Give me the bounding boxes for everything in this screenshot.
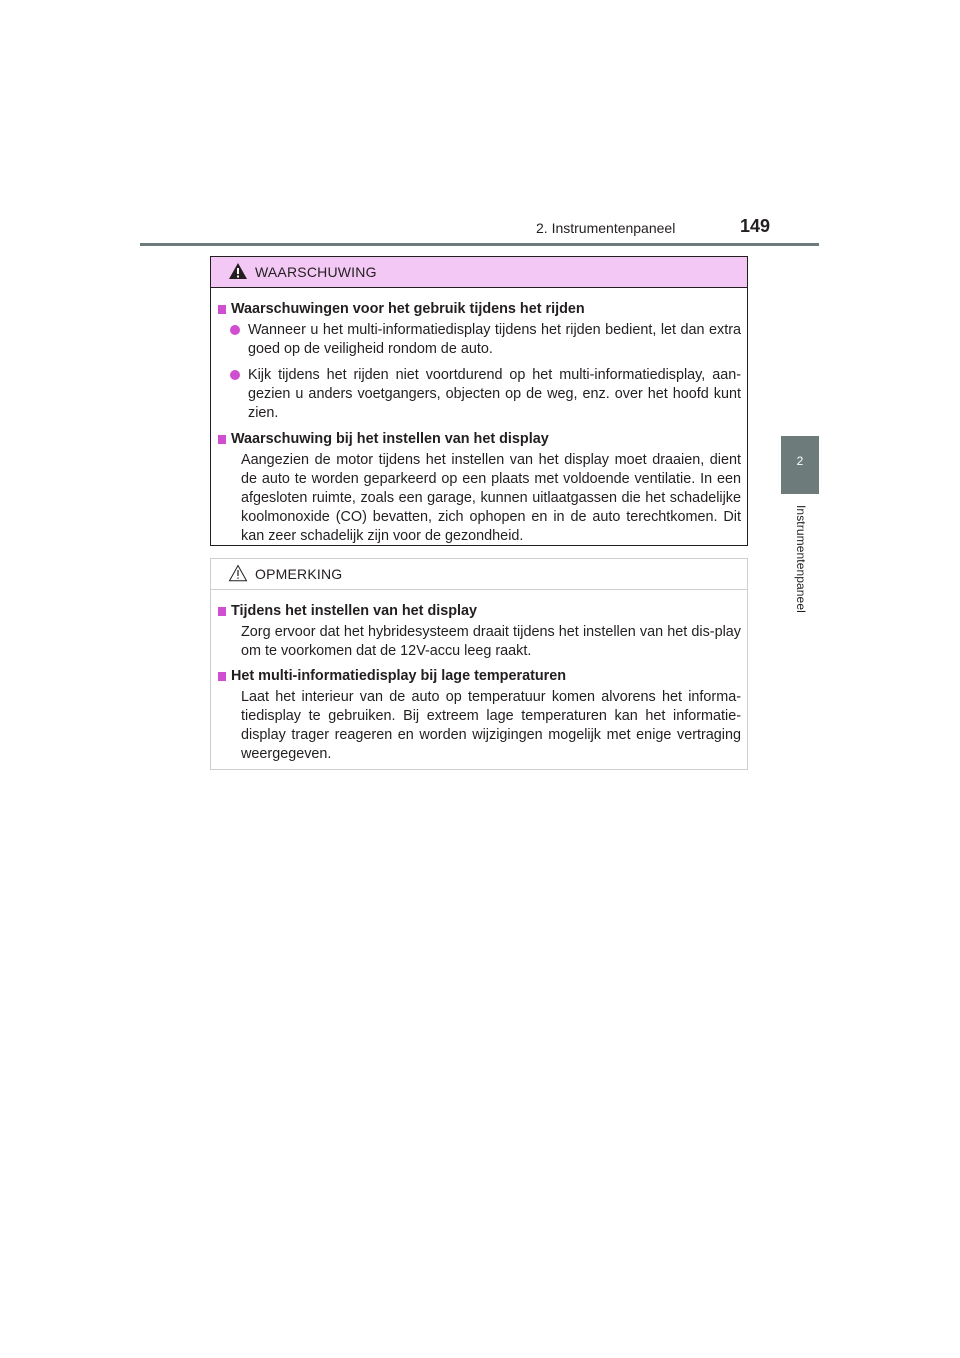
note-section	[217, 602, 741, 661]
chapter-tab: 2	[781, 436, 819, 494]
square-bullet-icon	[218, 435, 226, 444]
header-rule	[140, 243, 819, 246]
square-bullet-icon	[218, 305, 226, 314]
bullet-item: Kijk tijdens het rijden niet voortdurend op het multi-informatiedisplay, aan-gezien u anders voetgangers, objecten op de weg, enz. over het hoofd kunt zien.	[217, 366, 741, 423]
note-section	[217, 667, 741, 764]
section-text: Aangezien de motor tijdens het instellen van het display moet draaien, dient de auto te worden geparkeerd op een plaats met voldoende ventilatie. In een afgesloten ruimte, zoals een garage, kunnen uitlaatgassen die het schadelijke koolmonoxide (CO) bevatten, zich ophopen en in de auto terechtkomen. Dit kan zeer schadelijk zijn voor de gezondheid.	[241, 452, 741, 544]
note-box-title: OPMERKING	[255, 566, 343, 582]
warning-section	[217, 300, 741, 423]
round-bullet-icon	[230, 325, 240, 335]
section-text: Laat het interieur van de auto op temperatuur komen alvorens het informa-tiedisplay te gebruiken. Bij extreem lage temperaturen kan het informatie-display trager reageren en worden wijzigingen mogelijk met enige vertraging weergegeven.	[241, 689, 741, 762]
round-bullet-icon	[230, 370, 240, 380]
page-number: 149	[740, 216, 771, 236]
section-title: Waarschuwingen voor het gebruik tijdens het rijden	[217, 300, 741, 319]
warning-box-title: WAARSCHUWING	[255, 264, 377, 280]
section-title: Tijdens het instellen van het display	[217, 602, 741, 621]
warning-triangle-icon	[228, 262, 248, 285]
warning-section	[217, 430, 741, 546]
warning-box	[210, 256, 748, 546]
chapter-label: Instrumentenpaneel	[794, 505, 808, 613]
note-box-header	[211, 559, 747, 590]
square-bullet-icon	[218, 607, 226, 616]
note-box-body	[211, 590, 747, 764]
square-bullet-icon	[218, 672, 226, 681]
running-header-section: 2. Instrumentenpaneel	[536, 220, 676, 236]
bullet-item: Wanneer u het multi-informatiedisplay tijdens het rijden bedient, let dan extra goed op de veiligheid rondom de auto.	[217, 321, 741, 359]
caution-triangle-icon	[228, 564, 248, 587]
section-text: Zorg ervoor dat het hybridesysteem draait tijdens het instellen van het dis-play om te voorkomen dat de 12V-accu leeg raakt.	[241, 624, 741, 659]
note-box	[210, 558, 748, 770]
warning-box-header	[211, 257, 747, 288]
warning-box-body	[211, 288, 747, 546]
section-title: Het multi-informatiedisplay bij lage temperaturen	[217, 667, 741, 686]
section-title: Waarschuwing bij het instellen van het display	[217, 430, 741, 449]
